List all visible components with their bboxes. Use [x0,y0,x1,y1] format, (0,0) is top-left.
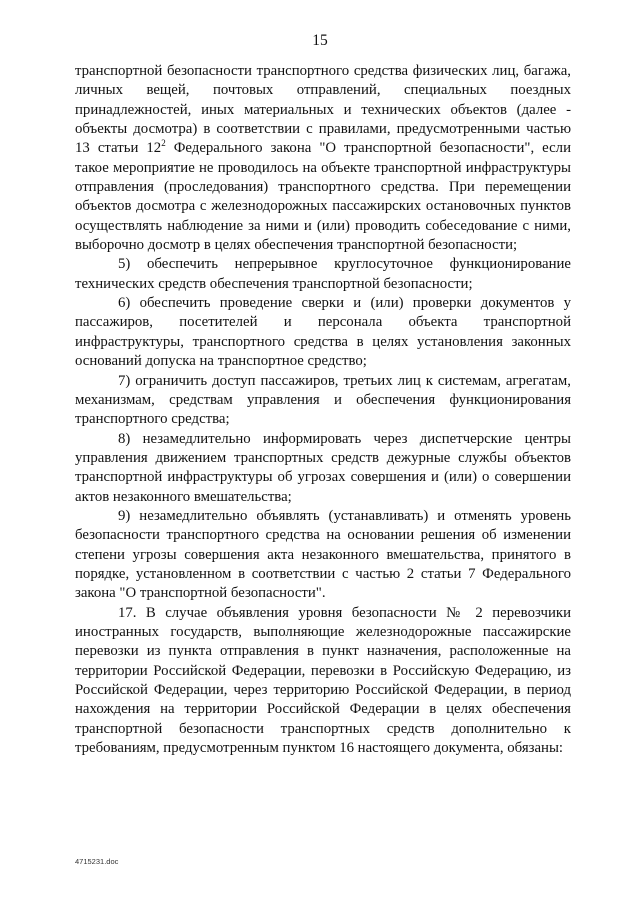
list-item-9: 9) незамедлительно объявлять (устанавливать) и отменять уровень безопасности транспортного средства на основании решения об изменении степени угрозы совершения акта незаконного вмешательства, принятого в порядке, установленном в соответствии с частью 2 статьи 7 Федерального закона "О транспортной безопасности". [75,507,571,602]
page-number: 15 [312,32,328,49]
paragraph-continuation [75,62,571,255]
paragraph-text-before: транспортной безопасности транспортного средства физических лиц, багажа, личных вещей, почтовых отправлений, специальных поездных принадлежностей, иных материальных и технических объектов (далее - объекты досмотра) в соответствии с правилами, предусмотренными частью 13 статьи 12 [75,63,571,157]
clause-17: 17. В случае объявления уровня безопасности № 2 перевозчики иностранных государств, выполняющие железнодорожные пассажирские перевозки из пункта отправления в пункт назначения, расположенные на территории Российской Федерации, перевозки в Российскую Федерацию, из Российской Федерации, через территорию Российской Федерации, в период нахождения на территории Российской Федерации в целях обеспечения транспортной безопасности транспортных средств дополнительно к требованиям, предусмотренным пунктом 16 настоящего документа, обязаны: [75,604,571,757]
list-item-7: 7) ограничить доступ пассажиров, третьих лиц к системам, агрегатам, механизмам, средствам управления и обеспечения функционирования транспортного средства; [75,372,571,428]
list-item-5: 5) обеспечить непрерывное круглосуточное функционирование технических средств обеспечения транспортной безопасности; [75,256,571,292]
superscript-marker: 2 [161,138,166,149]
list-item-6: 6) обеспечить проведение сверки и (или) проверки документов у пассажиров, посетителей и персонала объекта транспортной инфраструктуры, транспортного средства в целях установления законных оснований допуска на транспортное средство; [75,295,571,370]
list-item-8: 8) незамедлительно информировать через диспетчерские центры управления движением транспортных средств дежурные службы объектов транспортной инфраструктуры об угрозах совершения и (или) о совершении актов незаконного вмешательства; [75,430,571,505]
document-file-label: 4715231.doc [75,857,119,866]
document-body [75,62,571,758]
paragraph-text-after: Федерального закона "О транспортной безопасности", если такое мероприятие не проводилось на объекте транспортной инфраструктуры отправления (проследования) транспортного средства. При перемещении объектов досмотра с железнодорожных пассажирских остановочных пунктов осуществлять наблюдение за ними и (или) проводить собеседование с ними, выборочно досмотр в целях обеспечения транспортной безопасности; [75,140,571,254]
